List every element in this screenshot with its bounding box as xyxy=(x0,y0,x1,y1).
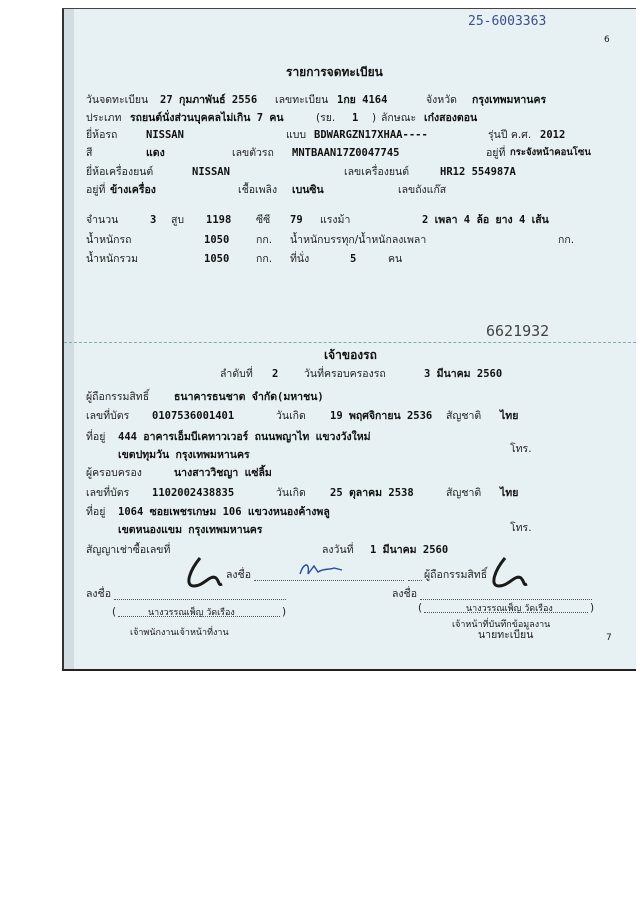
page-number-top: 6 xyxy=(604,35,610,45)
paren-close-right: ) xyxy=(590,602,595,614)
owner-tel-label: โทร. xyxy=(510,443,532,455)
chassis-value: MNTBAAN17Z0047745 xyxy=(292,147,400,159)
piston-value: 1198 xyxy=(206,214,232,226)
owner-label: ผู้ถือกรรมสิทธิ์ xyxy=(86,391,150,403)
engine-no-label: เลขเครื่องยนต์ xyxy=(344,166,410,178)
paren-close-left: ) xyxy=(282,606,287,618)
officer-title-left: เจ้าพนักงานเจ้าหน้าที่งาน xyxy=(130,628,229,638)
officer-name-left: นางวรรณเพ็ญ วัดเรือง xyxy=(148,608,235,618)
possession-label: วันที่ครอบครองรถ xyxy=(304,368,386,380)
owner-id-label: เลขที่บัตร xyxy=(86,410,130,422)
rs-close: ) xyxy=(372,112,377,124)
plate-value: 1กย 4164 xyxy=(337,94,388,106)
owner-addr2: เขตปทุมวัน กรุงเทพมหานคร xyxy=(118,449,250,461)
owner-id-value: 0107536001401 xyxy=(152,410,235,422)
model-value: BDWARGZN17XHAA---- xyxy=(314,129,428,141)
year-label: รุ่นปี ค.ศ. xyxy=(488,129,532,141)
owner-sign-label: ผู้ถือกรรมสิทธิ์ xyxy=(424,569,488,581)
province-value: กรุงเทพมหานคร xyxy=(472,94,547,106)
possessor-born-label: วันเกิด xyxy=(276,487,306,499)
possessor-id-label: เลขที่บัตร xyxy=(86,487,130,499)
count-label: จำนวน xyxy=(86,214,119,226)
reg-date-value: 27 กุมภาพันธ์ 2556 xyxy=(160,94,258,106)
owner-signature-mark-right xyxy=(485,556,529,592)
weight-value: 1050 xyxy=(204,234,230,246)
possession-date: 3 มีนาคม 2560 xyxy=(424,368,503,380)
possessor-value: นางสาววิชญา แซ่ลิ้ม xyxy=(174,467,272,479)
engine-brand-value: NISSAN xyxy=(192,166,230,178)
year-value: 2012 xyxy=(540,129,566,141)
rs-label: (รย. xyxy=(316,112,336,124)
order-label: ลำดับที่ xyxy=(220,368,253,380)
cc-label: ซีซี xyxy=(256,214,271,226)
handwritten-doc-number: 25-6003363 xyxy=(468,14,547,29)
serial-number-partial: 6621932 xyxy=(486,322,550,340)
lease-date-label: ลงวันที่ xyxy=(322,544,354,556)
engine-loc-value: ข้างเครื่อง xyxy=(110,184,156,196)
hp-label: แรงม้า xyxy=(320,214,351,226)
char-label: ลักษณะ xyxy=(381,112,417,124)
chassis-label: เลขตัวรถ xyxy=(232,147,274,159)
owner-born-label: วันเกิด xyxy=(276,410,306,422)
total-weight-unit: กก. xyxy=(256,253,273,265)
load-label: น้ำหนักบรรทุก/น้ำหนักลงเพลา xyxy=(290,234,427,246)
possessor-addr1: 1064 ซอยเพชรเกษม 106 แขวงหนองค้างพลู xyxy=(118,506,330,518)
officer-title-right: เจ้าหน้าที่บันทึกข้อมูลงาน xyxy=(452,620,551,630)
possessor-label: ผู้ครอบครอง xyxy=(86,467,142,479)
engine-brand-label: ยี่ห้อเครื่องยนต์ xyxy=(86,166,154,178)
location-label: อยู่ที่ xyxy=(486,147,506,159)
axle-value: 2 เพลา 4 ล้อ ยาง 4 เส้น xyxy=(422,214,549,226)
color-label: สี xyxy=(86,147,93,159)
possessor-nat-label: สัญชาติ xyxy=(446,487,482,499)
seats-value: 5 xyxy=(350,253,357,265)
type-label: ประเภท xyxy=(86,112,122,124)
color-value: แดง xyxy=(146,147,165,159)
paren-open-right: ( xyxy=(418,602,423,614)
province-label: จังหวัด xyxy=(426,94,457,106)
sign-label-lower-left: ลงชื่อ xyxy=(86,588,111,600)
piston-label: สูบ xyxy=(171,214,185,226)
order-value: 2 xyxy=(272,368,279,380)
owner-nat-value: ไทย xyxy=(500,410,519,422)
possessor-tel-label: โทร. xyxy=(510,522,532,534)
possessor-nat-value: ไทย xyxy=(500,487,519,499)
brand-label: ยี่ห้อรถ xyxy=(86,129,118,141)
registration-scan xyxy=(62,8,636,671)
weight-unit: กก. xyxy=(256,234,273,246)
brand-value: NISSAN xyxy=(146,129,184,141)
owner-nat-label: สัญชาติ xyxy=(446,410,482,422)
engine-no-value: HR12 554987A xyxy=(440,166,516,178)
type-value: รถยนต์นั่งส่วนบุคคลไม่เกิน 7 คน xyxy=(130,112,284,124)
fuel-label: เชื้อเพลิง xyxy=(238,184,278,196)
possessor-addr2: เขตหนองแขม กรุงเทพมหานคร xyxy=(118,524,263,536)
officer-name-right: นางวรรณเพ็ญ วัดเรือง xyxy=(466,604,553,614)
gas-tank-label: เลขถังแก๊ส xyxy=(398,184,447,196)
total-weight-label: น้ำหนักรวม xyxy=(86,253,138,265)
section-title-registration: รายการจดทะเบียน xyxy=(286,65,383,79)
cc-value: 79 xyxy=(290,214,303,226)
fuel-value: เบนซิน xyxy=(292,184,324,196)
page-fold-line xyxy=(64,342,636,343)
count-value: 3 xyxy=(150,214,157,226)
plate-label: เลขทะเบียน xyxy=(275,94,329,106)
reg-date-label: วันจดทะเบียน xyxy=(86,94,149,106)
possessor-addr-label: ที่อยู่ xyxy=(86,506,106,518)
lease-date-value: 1 มีนาคม 2560 xyxy=(370,544,449,556)
sign-label-lower-right: ลงชื่อ xyxy=(392,588,417,600)
page-number-bottom: 7 xyxy=(606,633,612,643)
location-value: กระจังหน้าคอนโซน xyxy=(510,147,591,158)
sign-label-upper-left: ลงชื่อ xyxy=(226,569,251,581)
owner-signature-mark xyxy=(180,556,224,592)
owner-born-value: 19 พฤศจิกายน 2536 xyxy=(330,410,433,422)
owner-addr1: 444 อาคารเอ็มบีเคทาวเวอร์ ถนนพญาไท แขวงวังใหม่ xyxy=(118,431,371,443)
load-unit: กก. xyxy=(558,234,575,246)
weight-label: น้ำหนักรถ xyxy=(86,234,132,246)
paren-open-left: ( xyxy=(112,606,117,618)
model-label: แบบ xyxy=(286,129,307,141)
lease-label: สัญญาเช่าซื้อเลขที่ xyxy=(86,544,171,556)
rs-value: 1 xyxy=(352,112,359,124)
engine-loc-label: อยู่ที่ xyxy=(86,184,106,196)
possessor-id-value: 1102002438835 xyxy=(152,487,235,499)
seats-unit: คน xyxy=(388,253,403,265)
binding-gutter xyxy=(64,9,74,669)
owner-value: ธนาคารธนชาต จำกัด(มหาชน) xyxy=(174,391,324,403)
char-value: เก๋งสองตอน xyxy=(424,112,478,124)
section-title-owner: เจ้าของรถ xyxy=(324,348,377,362)
possessor-born-value: 25 ตุลาคม 2538 xyxy=(330,487,414,499)
total-weight-value: 1050 xyxy=(204,253,230,265)
possessor-signature-mark xyxy=(296,560,346,580)
owner-addr-label: ที่อยู่ xyxy=(86,431,106,443)
seats-label: ที่นั่ง xyxy=(290,253,310,265)
registrar-title: นายทะเบียน xyxy=(478,629,534,641)
